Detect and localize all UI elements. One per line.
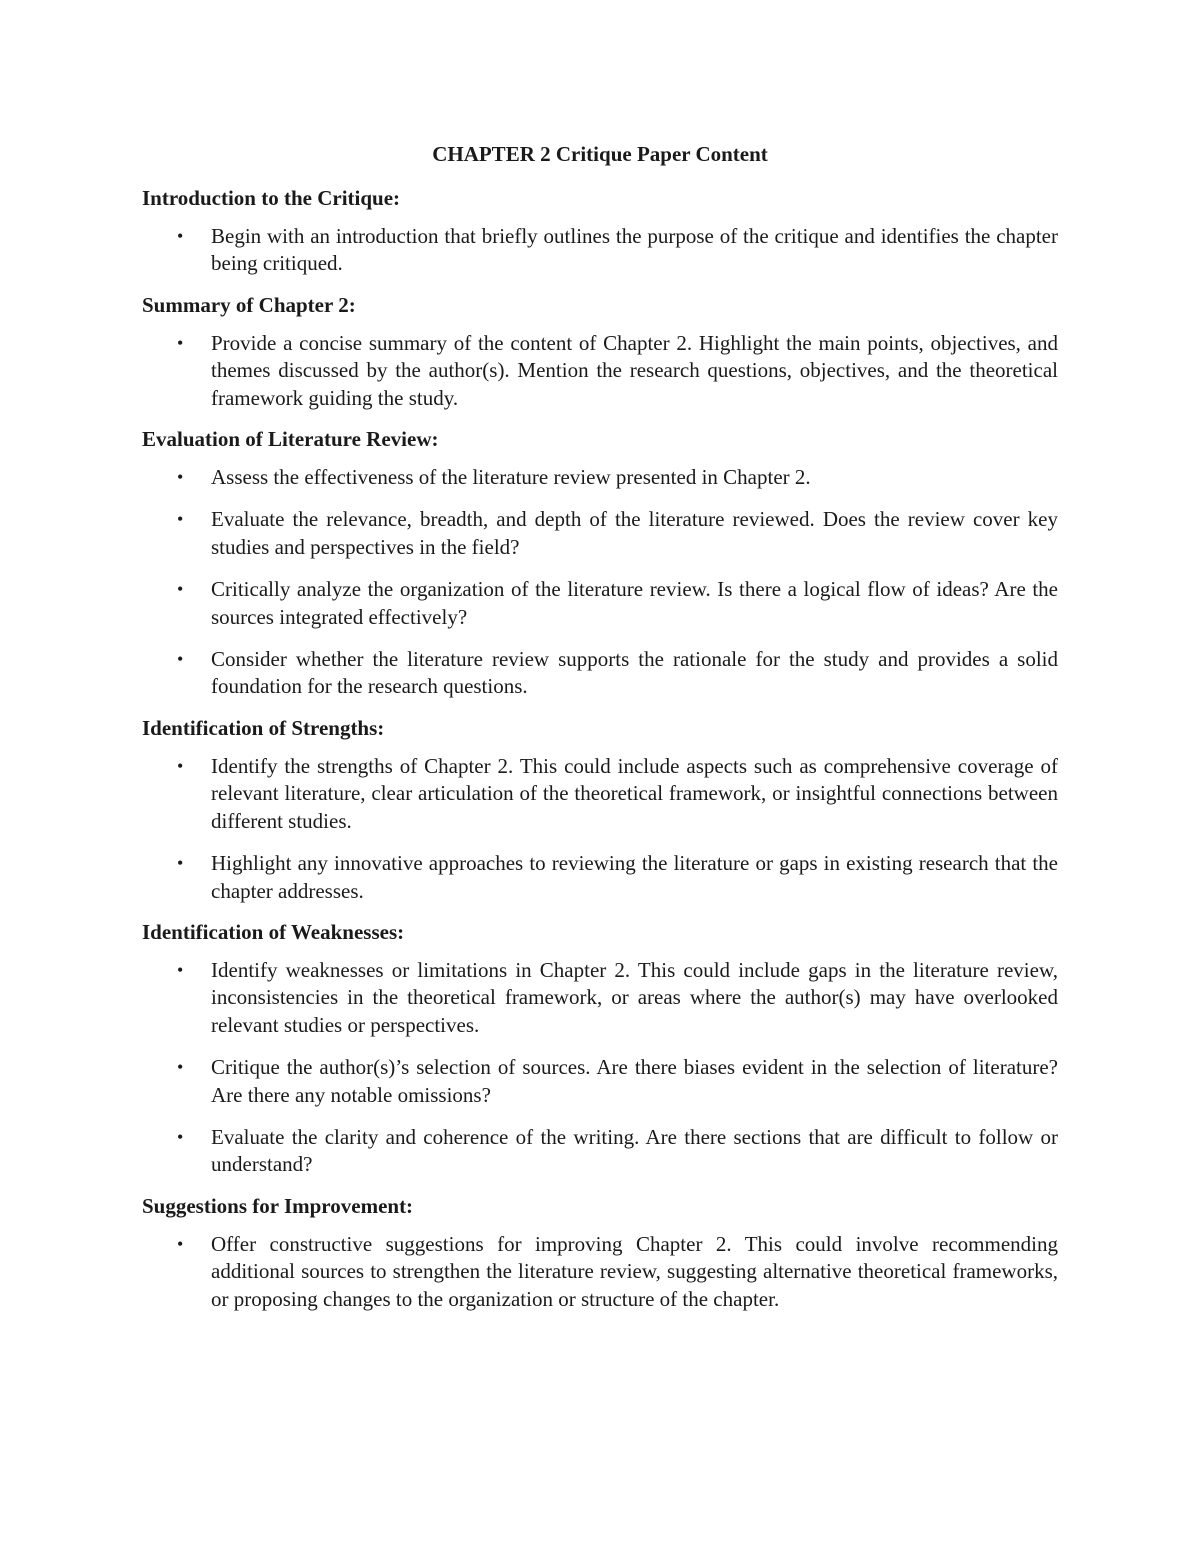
- section-suggestions: [142, 1190, 1058, 1313]
- bullet-text: Critique the author(s)’s selection of sources. Are there biases evident in the selection of literature? Are there any notable omissions?: [211, 1055, 1058, 1107]
- bullet-list: [142, 223, 1058, 278]
- section-introduction: [142, 182, 1058, 278]
- bullet-text: Identify weaknesses or limitations in Chapter 2. This could include gaps in the literature review, inconsistencies in the theoretical framework, or areas where the author(s) may have overlooked relevant studies or perspectives.: [211, 957, 1058, 1037]
- bullet-text: Highlight any innovative approaches to reviewing the literature or gaps in existing research that the chapter addresses.: [211, 851, 1058, 903]
- bullet-list: [142, 753, 1058, 905]
- bullet-icon: •: [177, 332, 184, 353]
- bullet-icon: •: [177, 1057, 184, 1078]
- bullet-text: Evaluate the clarity and coherence of the writing. Are there sections that are difficult to follow or understand?: [211, 1124, 1058, 1177]
- bullet-icon: •: [177, 1126, 184, 1147]
- bullet-text: Provide a concise summary of the content of Chapter 2. Highlight the main points, objectives, and themes discussed by the author(s). Mention the research questions, objectives, and the theoretical framework guiding the study.: [211, 330, 1058, 410]
- bullet-list: [142, 1231, 1058, 1313]
- section-weaknesses: [142, 916, 1058, 1179]
- bullet-list: [142, 330, 1058, 412]
- document-title: CHAPTER 2 Critique Paper Content: [432, 142, 768, 166]
- bullet-text: Identify the strengths of Chapter 2. This could include aspects such as comprehensive coverage of relevant literature, clear articulation of the theoretical framework, or insightful connections between different studies.: [211, 753, 1058, 833]
- section-summary: [142, 289, 1058, 412]
- bullet-item: [142, 646, 1058, 701]
- bullet-text: Assess the effectiveness of the literature review presented in Chapter 2.: [211, 465, 811, 490]
- bullet-icon: •: [177, 509, 184, 530]
- bullet-text: Critically analyze the organization of the literature review. Is there a logical flow of ideas? Are the sources integrated effectively?: [211, 577, 1058, 629]
- bullet-text: Offer constructive suggestions for improving Chapter 2. This could involve recommending additional sources to strengthen the literature review, suggesting alternative theoretical frameworks, or proposing changes to the organization or structure of the chapter.: [211, 1231, 1058, 1311]
- bullet-icon: •: [177, 467, 184, 488]
- bullet-icon: •: [177, 853, 184, 874]
- bullet-text: Consider whether the literature review supports the rationale for the study and provides a solid foundation for the research questions.: [211, 647, 1058, 699]
- bullet-item: [142, 753, 1058, 835]
- bullet-item: [142, 957, 1058, 1039]
- bullet-item: [142, 223, 1058, 278]
- bullet-text: Begin with an introduction that briefly outlines the purpose of the critique and identifies the chapter being critiqued.: [211, 224, 1058, 276]
- bullet-item: [142, 1231, 1058, 1313]
- bullet-item: [142, 1054, 1058, 1109]
- bullet-item: [142, 464, 1058, 491]
- bullet-list: [142, 957, 1058, 1179]
- bullet-icon: •: [177, 755, 184, 776]
- section-heading: Suggestions for Improvement:: [142, 1193, 414, 1218]
- bullet-text: Evaluate the relevance, breadth, and depth of the literature reviewed. Does the review cover key studies and perspectives in the field?: [211, 507, 1058, 559]
- bullet-list: [142, 464, 1058, 701]
- section-heading: Identification of Weaknesses:: [142, 919, 405, 944]
- section-strengths: [142, 712, 1058, 905]
- bullet-icon: •: [177, 959, 184, 980]
- bullet-item: [142, 576, 1058, 631]
- bullet-icon: •: [177, 649, 184, 670]
- section-heading: Identification of Strengths:: [142, 715, 385, 740]
- bullet-item: [142, 330, 1058, 412]
- bullet-icon: •: [177, 1233, 184, 1254]
- bullet-item: [142, 850, 1058, 905]
- section-heading: Summary of Chapter 2:: [142, 292, 356, 317]
- bullet-item: [142, 506, 1058, 561]
- bullet-icon: •: [177, 226, 184, 246]
- section-literature-review: [142, 423, 1058, 701]
- bullet-item: [142, 1124, 1058, 1179]
- section-heading: Introduction to the Critique:: [142, 186, 401, 210]
- document-page: [142, 138, 1058, 1324]
- section-heading: Evaluation of Literature Review:: [142, 427, 439, 452]
- bullet-icon: •: [177, 579, 184, 600]
